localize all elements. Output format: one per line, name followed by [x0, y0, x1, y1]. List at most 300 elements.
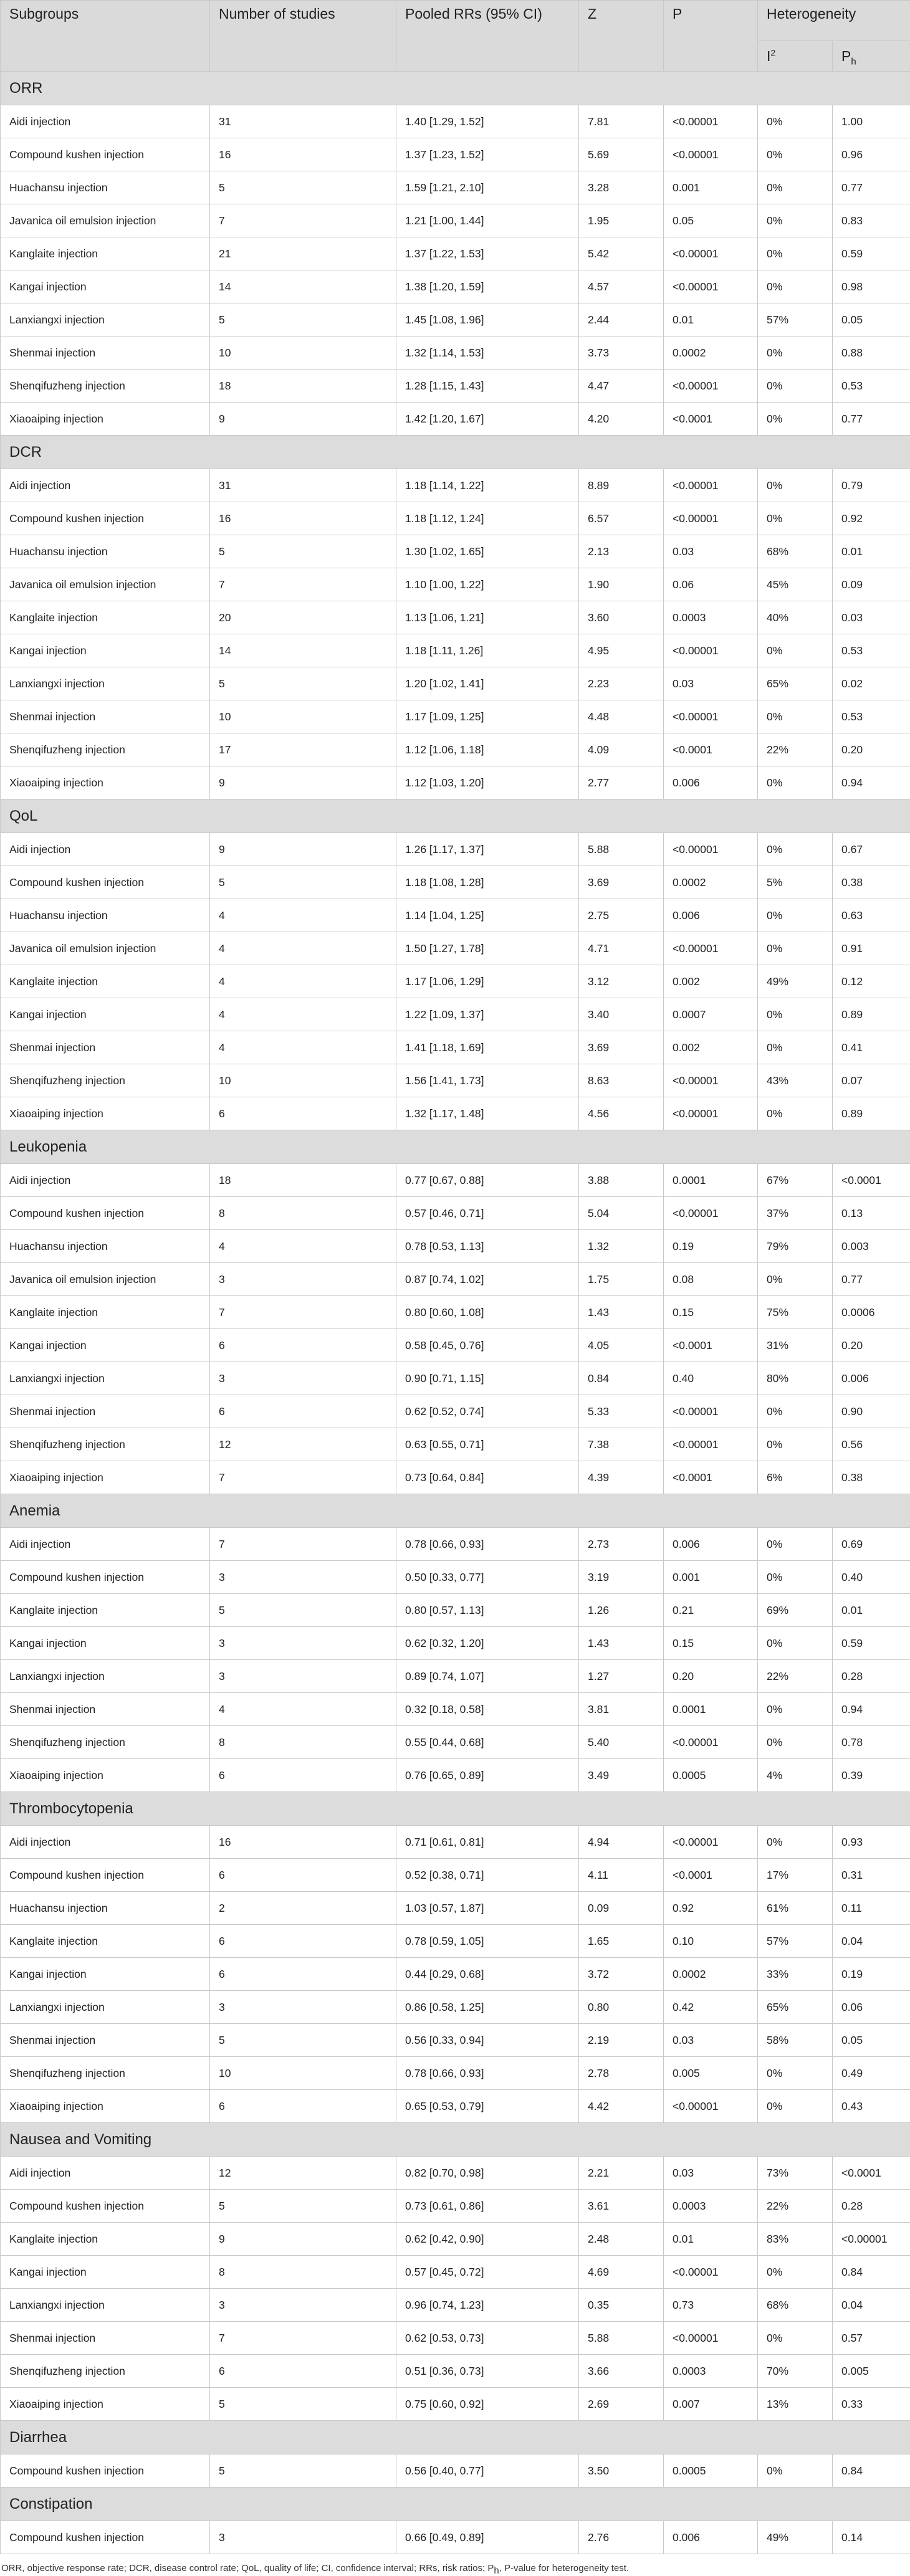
i-squared-cell: 57%: [758, 303, 833, 336]
pooled-rr-cell: 0.78 [0.53, 1.13]: [396, 1230, 579, 1263]
z-cell: 0.80: [579, 1991, 664, 2024]
z-cell: 1.43: [579, 1627, 664, 1660]
table-row: [1, 1859, 910, 1892]
table-row: [1, 2256, 910, 2289]
p-heterogeneity-cell: <0.0001: [833, 2157, 910, 2190]
i-squared-cell: 0%: [758, 370, 833, 403]
subgroup-cell: Kangai injection: [1, 270, 210, 303]
subgroup-cell: Xiaoaiping injection: [1, 766, 210, 799]
pooled-rr-cell: 0.96 [0.74, 1.23]: [396, 2289, 579, 2322]
section-header-row: [1, 1494, 910, 1528]
table-row: [1, 932, 910, 965]
pooled-rr-cell: 1.45 [1.08, 1.96]: [396, 303, 579, 336]
subgroup-cell: Compound kushen injection: [1, 138, 210, 171]
table-row: [1, 1660, 910, 1693]
p-cell: <0.0001: [664, 733, 758, 766]
subgroup-cell: Compound kushen injection: [1, 2521, 210, 2554]
i-squared-cell: 0%: [758, 833, 833, 866]
p-cell: 0.19: [664, 1230, 758, 1263]
p-cell: <0.00001: [664, 469, 758, 502]
z-cell: 3.66: [579, 2355, 664, 2388]
pooled-rr-cell: 0.56 [0.33, 0.94]: [396, 2024, 579, 2057]
subgroup-cell: Xiaoaiping injection: [1, 2090, 210, 2123]
pooled-rr-cell: 1.37 [1.22, 1.53]: [396, 237, 579, 270]
section-header-row: [1, 2123, 910, 2157]
table-row: [1, 1064, 910, 1097]
header-p-heterogeneity: [833, 41, 910, 72]
p-heterogeneity-cell: 0.53: [833, 634, 910, 667]
p-cell: <0.00001: [664, 1097, 758, 1130]
p-cell: 0.006: [664, 766, 758, 799]
i-squared-cell: 0%: [758, 2322, 833, 2355]
studies-cell: 5: [210, 303, 396, 336]
i-squared-cell: 0%: [758, 2090, 833, 2123]
z-cell: 3.72: [579, 1958, 664, 1991]
pooled-rr-cell: 0.51 [0.36, 0.73]: [396, 2355, 579, 2388]
subgroup-cell: Kanglaite injection: [1, 237, 210, 270]
i-squared-cell: 65%: [758, 1991, 833, 2024]
z-cell: 3.28: [579, 171, 664, 204]
subgroup-cell: Xiaoaiping injection: [1, 1759, 210, 1792]
subgroup-cell: Shenqifuzheng injection: [1, 733, 210, 766]
pooled-rr-cell: 0.62 [0.32, 1.20]: [396, 1627, 579, 1660]
subgroup-cell: Kanglaite injection: [1, 965, 210, 998]
z-cell: 5.40: [579, 1726, 664, 1759]
z-cell: 4.42: [579, 2090, 664, 2123]
pooled-rr-cell: 1.17 [1.09, 1.25]: [396, 700, 579, 733]
i-squared-cell: 0%: [758, 998, 833, 1031]
z-cell: 4.11: [579, 1859, 664, 1892]
subgroup-cell: Aidi injection: [1, 833, 210, 866]
z-cell: 1.75: [579, 1263, 664, 1296]
studies-cell: 9: [210, 2223, 396, 2256]
z-cell: 5.88: [579, 2322, 664, 2355]
studies-cell: 8: [210, 1726, 396, 1759]
i-squared-cell: 49%: [758, 965, 833, 998]
p-cell: <0.00001: [664, 105, 758, 138]
p-cell: 0.0002: [664, 1958, 758, 1991]
z-cell: 3.40: [579, 998, 664, 1031]
p-heterogeneity-cell: 0.57: [833, 2322, 910, 2355]
z-cell: 5.88: [579, 833, 664, 866]
studies-cell: 4: [210, 965, 396, 998]
table-row: [1, 1197, 910, 1230]
pooled-rr-cell: 1.18 [1.14, 1.22]: [396, 469, 579, 502]
table-row: [1, 237, 910, 270]
studies-cell: 6: [210, 2090, 396, 2123]
p-heterogeneity-cell: 0.53: [833, 370, 910, 403]
p-heterogeneity-cell: 0.06: [833, 1991, 910, 2024]
i-squared-cell: 31%: [758, 1329, 833, 1362]
subgroup-cell: Shenqifuzheng injection: [1, 1726, 210, 1759]
studies-cell: 3: [210, 1627, 396, 1660]
z-cell: 2.19: [579, 2024, 664, 2057]
p-cell: 0.0002: [664, 866, 758, 899]
p-cell: 0.005: [664, 2057, 758, 2090]
i-squared-cell: 57%: [758, 1925, 833, 1958]
subgroup-cell: Lanxiangxi injection: [1, 1991, 210, 2024]
pooled-rr-cell: 0.89 [0.74, 1.07]: [396, 1660, 579, 1693]
table-row: [1, 171, 910, 204]
table-header: [1, 1, 910, 72]
i-squared-cell: 0%: [758, 138, 833, 171]
header-subgroups: Subgroups: [1, 1, 210, 72]
studies-cell: 16: [210, 138, 396, 171]
studies-cell: 12: [210, 1428, 396, 1461]
i2-base: I: [767, 48, 770, 64]
studies-cell: 3: [210, 1660, 396, 1693]
i2-superscript: 2: [770, 47, 775, 57]
subgroup-cell: Kanglaite injection: [1, 1296, 210, 1329]
studies-cell: 16: [210, 502, 396, 535]
table-row: [1, 1759, 910, 1792]
p-heterogeneity-cell: 0.11: [833, 1892, 910, 1925]
p-cell: 0.007: [664, 2388, 758, 2421]
p-heterogeneity-cell: 0.20: [833, 1329, 910, 1362]
ph-subscript: h: [851, 56, 856, 67]
p-heterogeneity-cell: 0.40: [833, 1561, 910, 1594]
p-cell: 0.08: [664, 1263, 758, 1296]
p-cell: <0.0001: [664, 1461, 758, 1494]
i-squared-cell: 0%: [758, 1693, 833, 1726]
subgroup-cell: Compound kushen injection: [1, 1197, 210, 1230]
section-title: ORR: [1, 72, 910, 105]
subgroup-cell: Aidi injection: [1, 1826, 210, 1859]
p-cell: <0.00001: [664, 1064, 758, 1097]
i-squared-cell: 0%: [758, 1031, 833, 1064]
section-title: DCR: [1, 436, 910, 469]
studies-cell: 3: [210, 1263, 396, 1296]
p-heterogeneity-cell: 0.005: [833, 2355, 910, 2388]
table-row: [1, 2223, 910, 2256]
table-row: [1, 899, 910, 932]
studies-cell: 10: [210, 336, 396, 370]
i-squared-cell: 61%: [758, 1892, 833, 1925]
p-cell: <0.00001: [664, 932, 758, 965]
z-cell: 2.75: [579, 899, 664, 932]
i-squared-cell: 0%: [758, 502, 833, 535]
p-heterogeneity-cell: 0.94: [833, 1693, 910, 1726]
p-cell: 0.92: [664, 1892, 758, 1925]
p-cell: <0.0001: [664, 1329, 758, 1362]
p-heterogeneity-cell: 0.92: [833, 502, 910, 535]
table-row: [1, 1164, 910, 1197]
studies-cell: 3: [210, 2289, 396, 2322]
pooled-rr-cell: 1.14 [1.04, 1.25]: [396, 899, 579, 932]
p-heterogeneity-cell: 0.89: [833, 998, 910, 1031]
p-heterogeneity-cell: 0.07: [833, 1064, 910, 1097]
pooled-rr-cell: 1.10 [1.00, 1.22]: [396, 568, 579, 601]
p-cell: <0.00001: [664, 1826, 758, 1859]
pooled-rr-cell: 0.78 [0.66, 0.93]: [396, 2057, 579, 2090]
z-cell: 6.57: [579, 502, 664, 535]
table-row: [1, 1097, 910, 1130]
subgroup-cell: Compound kushen injection: [1, 1561, 210, 1594]
p-cell: <0.00001: [664, 2256, 758, 2289]
p-cell: <0.00001: [664, 833, 758, 866]
section-title: Diarrhea: [1, 2421, 910, 2454]
section-title: Leukopenia: [1, 1130, 910, 1164]
z-cell: 8.89: [579, 469, 664, 502]
pooled-rr-cell: 1.12 [1.03, 1.20]: [396, 766, 579, 799]
i-squared-cell: 5%: [758, 866, 833, 899]
studies-cell: 18: [210, 370, 396, 403]
studies-cell: 4: [210, 1031, 396, 1064]
i-squared-cell: 68%: [758, 535, 833, 568]
table-row: [1, 1031, 910, 1064]
p-cell: 0.0007: [664, 998, 758, 1031]
subgroup-cell: Compound kushen injection: [1, 866, 210, 899]
studies-cell: 7: [210, 204, 396, 237]
table-row: [1, 1263, 910, 1296]
pooled-rr-cell: 1.12 [1.06, 1.18]: [396, 733, 579, 766]
subgroup-cell: Shenmai injection: [1, 1693, 210, 1726]
studies-cell: 16: [210, 1826, 396, 1859]
p-heterogeneity-cell: 0.05: [833, 303, 910, 336]
p-heterogeneity-cell: 0.59: [833, 237, 910, 270]
header-heterogeneity: Heterogeneity: [758, 1, 910, 41]
p-heterogeneity-cell: 0.88: [833, 336, 910, 370]
table-row: [1, 1925, 910, 1958]
table-row: [1, 700, 910, 733]
table-row: [1, 1991, 910, 2024]
pooled-rr-cell: 1.50 [1.27, 1.78]: [396, 932, 579, 965]
z-cell: 3.49: [579, 1759, 664, 1792]
section-header-row: [1, 799, 910, 833]
p-cell: <0.00001: [664, 700, 758, 733]
i-squared-cell: 33%: [758, 1958, 833, 1991]
header-number-of-studies: Number of studies: [210, 1, 396, 72]
table-body: [1, 72, 910, 2554]
i-squared-cell: 0%: [758, 2256, 833, 2289]
p-heterogeneity-cell: 0.77: [833, 171, 910, 204]
p-cell: 0.0001: [664, 1693, 758, 1726]
z-cell: 3.69: [579, 1031, 664, 1064]
p-heterogeneity-cell: 0.56: [833, 1428, 910, 1461]
z-cell: 7.38: [579, 1428, 664, 1461]
i-squared-cell: 22%: [758, 733, 833, 766]
p-heterogeneity-cell: 0.02: [833, 667, 910, 700]
pooled-rr-cell: 1.18 [1.12, 1.24]: [396, 502, 579, 535]
table-row: [1, 998, 910, 1031]
z-cell: 3.50: [579, 2454, 664, 2488]
subgroup-cell: Kangai injection: [1, 2256, 210, 2289]
p-cell: <0.00001: [664, 270, 758, 303]
z-cell: 4.56: [579, 1097, 664, 1130]
table-row: [1, 105, 910, 138]
pooled-rr-cell: 1.38 [1.20, 1.59]: [396, 270, 579, 303]
p-cell: 0.0003: [664, 2355, 758, 2388]
p-heterogeneity-cell: 0.49: [833, 2057, 910, 2090]
subgroup-cell: Lanxiangxi injection: [1, 1362, 210, 1395]
z-cell: 3.61: [579, 2190, 664, 2223]
table-row: [1, 1627, 910, 1660]
studies-cell: 10: [210, 700, 396, 733]
p-heterogeneity-cell: 0.28: [833, 1660, 910, 1693]
p-heterogeneity-cell: 0.31: [833, 1859, 910, 1892]
table-row: [1, 1329, 910, 1362]
p-cell: 0.002: [664, 965, 758, 998]
i-squared-cell: 13%: [758, 2388, 833, 2421]
subgroup-cell: Kanglaite injection: [1, 1594, 210, 1627]
studies-cell: 6: [210, 1925, 396, 1958]
i-squared-cell: 0%: [758, 469, 833, 502]
studies-cell: 5: [210, 2024, 396, 2057]
p-cell: 0.01: [664, 2223, 758, 2256]
z-cell: 0.35: [579, 2289, 664, 2322]
subgroup-cell: Xiaoaiping injection: [1, 1461, 210, 1494]
i-squared-cell: 0%: [758, 1627, 833, 1660]
p-cell: 0.0005: [664, 2454, 758, 2488]
p-heterogeneity-cell: 0.41: [833, 1031, 910, 1064]
i-squared-cell: 0%: [758, 1395, 833, 1428]
pooled-rr-cell: 0.78 [0.66, 0.93]: [396, 1528, 579, 1561]
p-cell: 0.15: [664, 1296, 758, 1329]
studies-cell: 10: [210, 2057, 396, 2090]
pooled-rr-cell: 0.73 [0.61, 0.86]: [396, 2190, 579, 2223]
z-cell: 7.81: [579, 105, 664, 138]
studies-cell: 7: [210, 1461, 396, 1494]
subgroup-cell: Shenmai injection: [1, 2024, 210, 2057]
i-squared-cell: 79%: [758, 1230, 833, 1263]
p-cell: <0.00001: [664, 634, 758, 667]
p-heterogeneity-cell: 0.01: [833, 1594, 910, 1627]
z-cell: 2.77: [579, 766, 664, 799]
table-row: [1, 965, 910, 998]
studies-cell: 12: [210, 2157, 396, 2190]
table-row: [1, 1726, 910, 1759]
studies-cell: 5: [210, 535, 396, 568]
subgroup-cell: Aidi injection: [1, 1164, 210, 1197]
subgroup-cell: Compound kushen injection: [1, 2190, 210, 2223]
p-cell: <0.00001: [664, 370, 758, 403]
table-row: [1, 1362, 910, 1395]
p-cell: 0.21: [664, 1594, 758, 1627]
i-squared-cell: 0%: [758, 105, 833, 138]
section-title: Constipation: [1, 2488, 910, 2521]
pooled-rr-cell: 0.52 [0.38, 0.71]: [396, 1859, 579, 1892]
p-heterogeneity-cell: 0.38: [833, 866, 910, 899]
pooled-rr-cell: 0.65 [0.53, 0.79]: [396, 2090, 579, 2123]
pooled-rr-cell: 0.73 [0.64, 0.84]: [396, 1461, 579, 1494]
pooled-rr-cell: 1.18 [1.11, 1.26]: [396, 634, 579, 667]
p-heterogeneity-cell: 0.39: [833, 1759, 910, 1792]
subgroup-cell: Lanxiangxi injection: [1, 303, 210, 336]
pooled-rr-cell: 1.20 [1.02, 1.41]: [396, 667, 579, 700]
i-squared-cell: 37%: [758, 1197, 833, 1230]
i-squared-cell: 0%: [758, 634, 833, 667]
p-cell: 0.03: [664, 535, 758, 568]
subgroup-cell: Kangai injection: [1, 1329, 210, 1362]
pooled-rr-cell: 1.13 [1.06, 1.21]: [396, 601, 579, 634]
p-heterogeneity-cell: 0.43: [833, 2090, 910, 2123]
table-row: [1, 2521, 910, 2554]
section-title: Anemia: [1, 1494, 910, 1528]
z-cell: 1.43: [579, 1296, 664, 1329]
z-cell: 4.71: [579, 932, 664, 965]
p-cell: 0.001: [664, 171, 758, 204]
p-cell: 0.15: [664, 1627, 758, 1660]
p-heterogeneity-cell: 0.13: [833, 1197, 910, 1230]
z-cell: 1.65: [579, 1925, 664, 1958]
studies-cell: 4: [210, 1230, 396, 1263]
z-cell: 0.09: [579, 1892, 664, 1925]
table-row: [1, 2024, 910, 2057]
table-row: [1, 1395, 910, 1428]
i-squared-cell: 0%: [758, 700, 833, 733]
i-squared-cell: 45%: [758, 568, 833, 601]
section-header-row: [1, 2488, 910, 2521]
pooled-rr-cell: 1.03 [0.57, 1.87]: [396, 1892, 579, 1925]
subgroup-cell: Xiaoaiping injection: [1, 403, 210, 436]
z-cell: 0.84: [579, 1362, 664, 1395]
table-row: [1, 1892, 910, 1925]
table-row: [1, 2190, 910, 2223]
table-row: [1, 1561, 910, 1594]
studies-cell: 10: [210, 1064, 396, 1097]
pooled-rr-cell: 1.56 [1.41, 1.73]: [396, 1064, 579, 1097]
section-title: Nausea and Vomiting: [1, 2123, 910, 2157]
pooled-rr-cell: 1.40 [1.29, 1.52]: [396, 105, 579, 138]
studies-cell: 9: [210, 766, 396, 799]
z-cell: 2.73: [579, 1528, 664, 1561]
p-heterogeneity-cell: 0.63: [833, 899, 910, 932]
i-squared-cell: 68%: [758, 2289, 833, 2322]
pooled-rr-cell: 1.22 [1.09, 1.37]: [396, 998, 579, 1031]
p-cell: <0.00001: [664, 2322, 758, 2355]
p-cell: 0.42: [664, 1991, 758, 2024]
z-cell: 4.57: [579, 270, 664, 303]
subgroup-cell: Kanglaite injection: [1, 2223, 210, 2256]
p-heterogeneity-cell: 0.89: [833, 1097, 910, 1130]
pooled-rr-cell: 1.18 [1.08, 1.28]: [396, 866, 579, 899]
z-cell: 4.20: [579, 403, 664, 436]
table-row: [1, 2454, 910, 2488]
footnote-subscript: h: [494, 2565, 499, 2576]
studies-cell: 5: [210, 2454, 396, 2488]
z-cell: 5.69: [579, 138, 664, 171]
p-heterogeneity-cell: 0.84: [833, 2256, 910, 2289]
z-cell: 3.19: [579, 1561, 664, 1594]
subgroup-cell: Huachansu injection: [1, 899, 210, 932]
p-cell: <0.00001: [664, 1197, 758, 1230]
subgroup-cell: Huachansu injection: [1, 171, 210, 204]
pooled-rr-cell: 1.59 [1.21, 2.10]: [396, 171, 579, 204]
p-cell: 0.001: [664, 1561, 758, 1594]
p-cell: <0.00001: [664, 237, 758, 270]
table-footnote: [0, 2554, 910, 2574]
subgroup-cell: Kangai injection: [1, 1958, 210, 1991]
subgroup-cell: Shenmai injection: [1, 336, 210, 370]
p-heterogeneity-cell: 0.01: [833, 535, 910, 568]
i-squared-cell: 80%: [758, 1362, 833, 1395]
p-heterogeneity-cell: 0.38: [833, 1461, 910, 1494]
table-row: [1, 2157, 910, 2190]
studies-cell: 8: [210, 1197, 396, 1230]
subgroup-cell: Compound kushen injection: [1, 2454, 210, 2488]
p-heterogeneity-cell: 0.90: [833, 1395, 910, 1428]
p-cell: 0.03: [664, 2024, 758, 2057]
i-squared-cell: 0%: [758, 270, 833, 303]
z-cell: 1.27: [579, 1660, 664, 1693]
i-squared-cell: 0%: [758, 1561, 833, 1594]
subgroup-cell: Kangai injection: [1, 634, 210, 667]
p-heterogeneity-cell: 0.69: [833, 1528, 910, 1561]
studies-cell: 7: [210, 1528, 396, 1561]
studies-cell: 5: [210, 866, 396, 899]
pooled-rr-cell: 1.41 [1.18, 1.69]: [396, 1031, 579, 1064]
i-squared-cell: 69%: [758, 1594, 833, 1627]
